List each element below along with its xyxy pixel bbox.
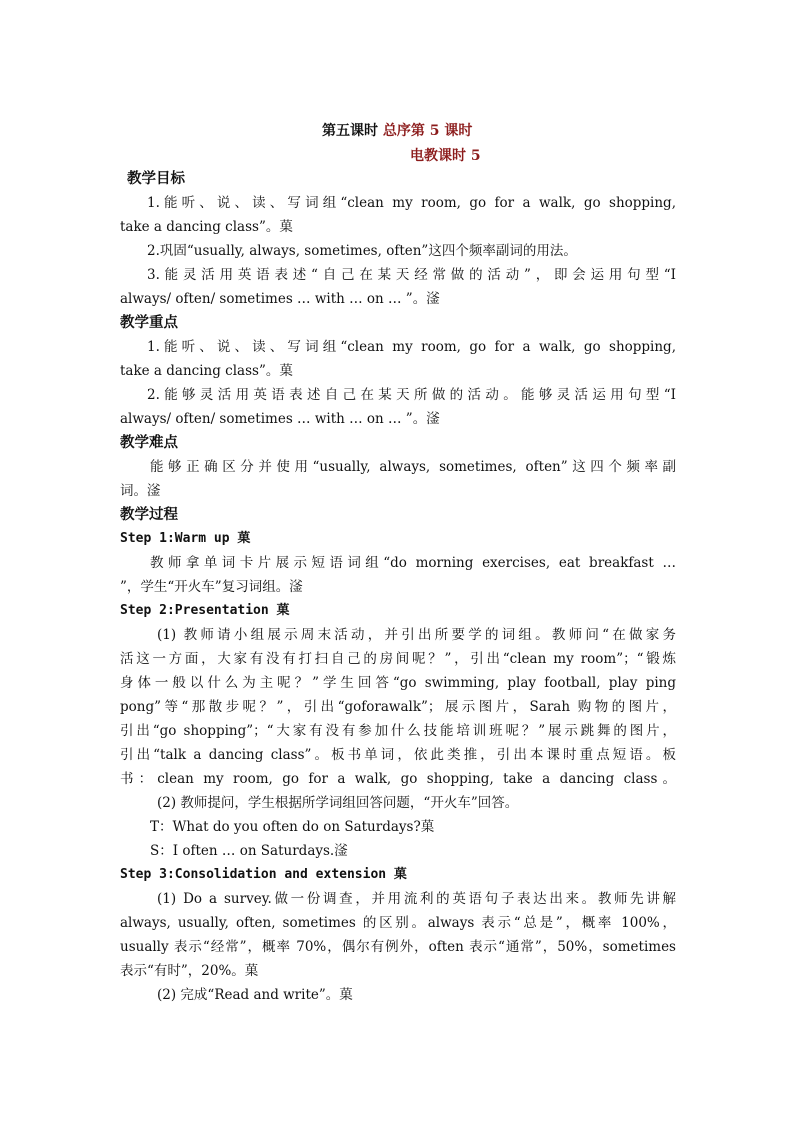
step-2-line-5: 引出“go shopping”；“大家有没有参加什么技能培训班呢？”展示跳舞的图片，	[120, 723, 676, 739]
section-heading-goals: 教学目标	[127, 170, 185, 187]
step-2-line-3: 身体一般以什么为主呢？”学生回答“go swimming, play football, play ping	[120, 675, 676, 691]
step-2-line-2: 活这一方面，大家有没有打扫自己的房间呢？”，引出“clean my room”；“锻炼	[120, 651, 676, 667]
step-1-line-1: 教师拿单词卡片展示短语词组“do morning exercises, eat breakfast …	[150, 555, 676, 571]
goals-line-5: always/ often/ sometimes … with … on … ”。滏	[120, 291, 440, 307]
goals-line-3: 2.巩固“usually, always, sometimes, often”这四个频率副词的用法。	[147, 243, 577, 259]
step-2-line-4: pong”等“那散步呢？”，引出“goforawalk”；展示图片，Sarah 购物的图片，	[120, 699, 676, 715]
step-2-line-8: (2) 教师提问，学生根据所学词组回答问题，“开火车”回答。	[157, 795, 519, 811]
step-2-line-6: 引出“talk a dancing class”。板书单词，依此类推，引出本课时重点短语。板	[120, 747, 676, 763]
lesson-title-sequence: 总序第 5 课时	[382, 123, 473, 139]
section-heading-process: 教学过程	[120, 506, 178, 523]
goals-line-4: 3.能灵活用英语表述“自己在某天经常做的活动”，即会运用句型“I	[147, 267, 676, 283]
step-2-line-7: 书：clean my room, go for a walk, go shopping, take a dancing class。	[120, 771, 676, 787]
step-2-label: Step 2:Presentation 菓	[120, 603, 290, 618]
step-3-line-5: (2) 完成“Read and write”。菓	[157, 987, 353, 1003]
step-2-line-1: (1) 教师请小组展示周末活动，并引出所要学的词组。教师问“在做家务	[157, 627, 676, 643]
key-points-line-4: always/ often/ sometimes … with … on … ”。滏	[120, 411, 440, 427]
step-3-line-2: always, usually, often, sometimes 的区别。always 表示“总是”，概率 100%，	[120, 915, 676, 931]
section-heading-key-points: 教学重点	[120, 314, 178, 331]
section-heading-difficulties: 教学难点	[120, 434, 178, 451]
step-2-dialogue-teacher: T：What do you often do on Saturdays?菓	[150, 819, 435, 835]
step-3-line-1: (1) Do a survey.做一份调查，并用流利的英语句子表达出来。教师先讲解	[157, 891, 676, 907]
step-3-label: Step 3:Consolidation and extension 菓	[120, 867, 407, 882]
difficulties-line-1: 能够正确区分并使用“usually, always, sometimes, often”这四个频率副	[150, 459, 676, 475]
step-3-line-3: usually 表示“经常”，概率 70%，偶尔有例外，often 表示“通常”，50%，sometimes	[120, 939, 676, 955]
key-points-line-1: 1.能听、说、读、写词组“clean my room, go for a walk, go shopping,	[147, 339, 676, 355]
goals-line-1: 1.能听、说、读、写词组“clean my room, go for a walk, go shopping,	[147, 195, 676, 211]
lesson-title	[322, 120, 472, 140]
key-points-line-3: 2.能够灵活用英语表述自己在某天所做的活动。能够灵活运用句型“I	[147, 387, 676, 403]
lesson-title-main: 第五课时	[322, 123, 378, 139]
step-1-label: Step 1:Warm up 菓	[120, 531, 251, 546]
goals-line-2: take a dancing class”。菓	[120, 219, 293, 235]
step-2-dialogue-student: S：I often … on Saturdays.滏	[150, 843, 348, 859]
difficulties-line-2: 词。滏	[120, 483, 161, 499]
key-points-line-2: take a dancing class”。菓	[120, 363, 293, 379]
lesson-subtitle: 电教课时 5	[410, 148, 481, 164]
step-1-line-2: ”，学生“开火车”复习词组。滏	[120, 579, 303, 595]
step-3-line-4: 表示“有时”，20%。菓	[120, 963, 259, 979]
